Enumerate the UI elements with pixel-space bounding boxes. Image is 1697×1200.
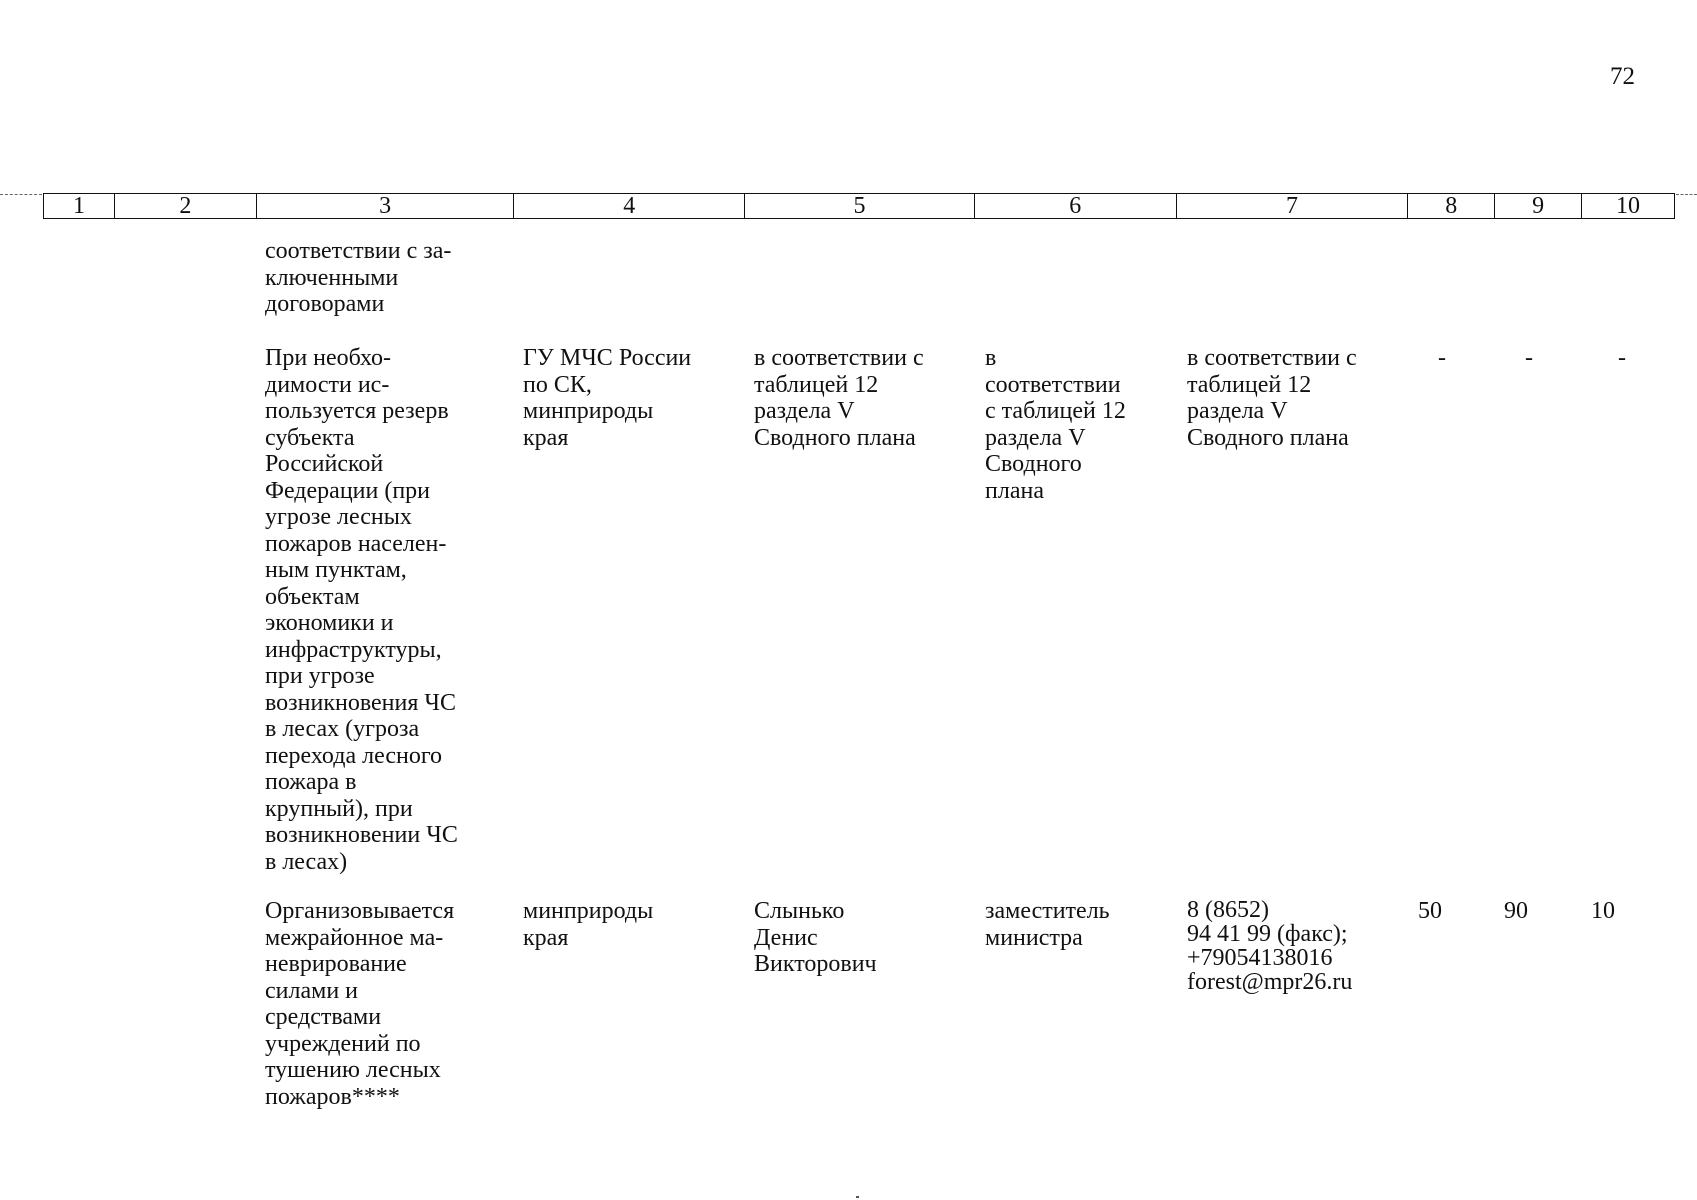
header-col-5: 5	[744, 194, 974, 218]
row2-col8-text: -	[1438, 345, 1446, 371]
row2-col9-text: -	[1525, 345, 1533, 371]
row2-col6-text: в соответствии с таблицей 12 раздела V Сводного плана	[985, 345, 1126, 504]
row3-col10-text: 10	[1591, 898, 1615, 924]
row1-col3-text: соответствии с за- ключенными договорами	[265, 238, 452, 317]
header-col-7: 7	[1176, 194, 1408, 218]
row2-col3-text: При необхо- димости ис- пользуется резерв субъекта Российской Федерации (при угрозе лесных пожаров населен- ным пунктам, объектам экономики и инфраструктуры, при угрозе возникновения ЧС в лесах (угроза перехода лесного пожара в крупный), при возникновении ЧС в лесах)	[265, 345, 458, 875]
header-col-4: 4	[513, 194, 744, 218]
row2-col10-text: -	[1618, 345, 1626, 371]
row3-col6-text: заместитель министра	[985, 898, 1110, 951]
row3-col4-text: минприроды края	[523, 898, 654, 951]
header-col-2: 2	[114, 194, 256, 218]
row2-col4-text: ГУ МЧС России по СК, минприроды края	[523, 345, 692, 451]
table-header-row	[43, 193, 1675, 219]
row3-col8-text: 50	[1418, 898, 1442, 924]
row3-col7-text: 8 (8652) 94 41 99 (факс); +79054138016 forest@mpr26.ru	[1187, 897, 1353, 995]
row3-col3-text: Организовывается межрайонное ма- неврирование силами и средствами учреждений по тушению лесных пожаров****	[265, 898, 455, 1110]
row2-col5-text: в соответствии с таблицей 12 раздела V Сводного плана	[754, 345, 924, 451]
row3-col9-text: 90	[1504, 898, 1528, 924]
row3-col5-text: Слынько Денис Викторович	[754, 898, 877, 977]
scan-speck	[856, 1196, 859, 1198]
header-col-8: 8	[1407, 194, 1494, 218]
header-col-10: 10	[1581, 194, 1674, 218]
header-col-6: 6	[974, 194, 1176, 218]
row2-col7-text: в соответствии с таблицей 12 раздела V Сводного плана	[1187, 345, 1357, 451]
page-number: 72	[1610, 63, 1635, 90]
header-dashed-line-right	[1676, 194, 1697, 195]
header-col-9: 9	[1494, 194, 1581, 218]
header-col-1: 1	[72, 193, 85, 219]
header-col-3: 3	[256, 194, 514, 218]
header-dashed-line-left	[0, 194, 42, 195]
